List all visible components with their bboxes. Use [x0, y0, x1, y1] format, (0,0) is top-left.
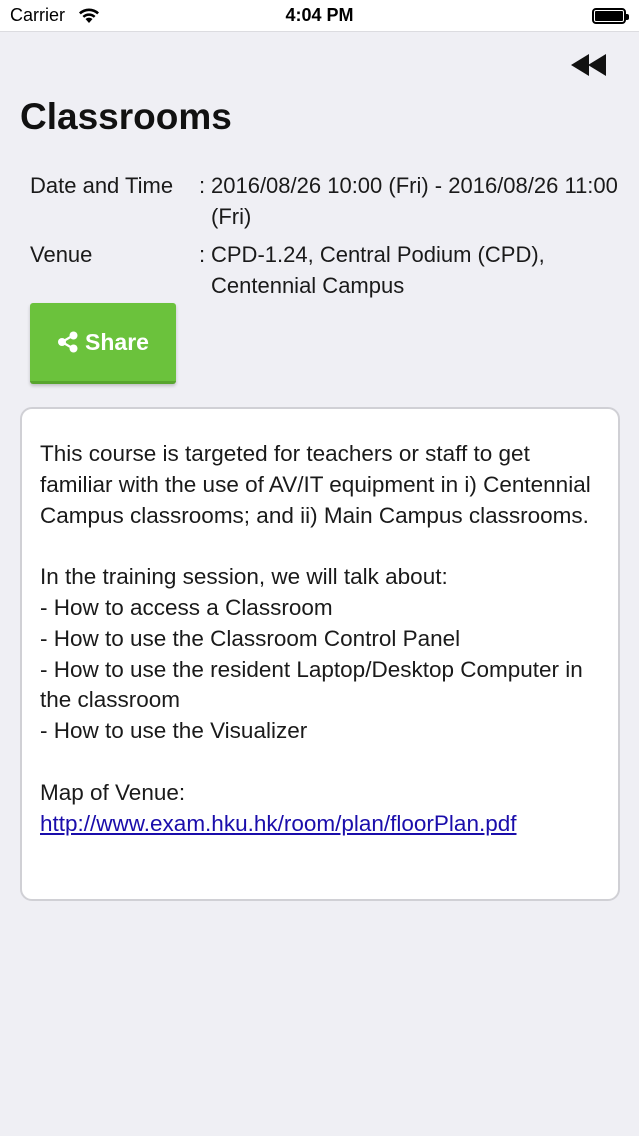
list-item: - How to access a Classroom [40, 594, 333, 620]
venue-value: CPD-1.24, Central Podium (CPD), Centennial Campus [211, 242, 545, 298]
list-item: - How to use the Classroom Control Panel [40, 625, 461, 651]
map-label: Map of Venue: [40, 779, 186, 805]
rewind-double-arrow-icon[interactable] [568, 50, 610, 80]
list-item: - How to use the resident Laptop/Desktop Computer in the classroom [40, 656, 583, 713]
battery-icon [592, 8, 626, 24]
venue-label: Venue [30, 242, 93, 267]
separator: : [199, 173, 206, 198]
share-icon [57, 331, 79, 353]
map-link[interactable]: http://www.exam.hku.hk/room/plan/floorPlan.pdf [40, 810, 517, 836]
share-button-label: Share [85, 328, 149, 355]
date-time-label: Date and Time [30, 173, 174, 198]
list-item: - How to use the Visualizer [40, 718, 308, 744]
description-intro: This course is targeted for teachers or staff to get familiar with the use of AV/IT equipment in i) Centennial Campus classrooms; and ii) Main Campus classrooms. [40, 441, 591, 528]
separator: : [199, 242, 206, 267]
share-button[interactable] [30, 303, 176, 384]
status-bar [0, 0, 639, 32]
date-time-value: 2016/08/26 10:00 (Fri) - 2016/08/26 11:00 (Fri) [211, 173, 618, 229]
carrier-label: Carrier [10, 5, 66, 25]
venue-row [30, 239, 620, 301]
page-title: Classrooms [20, 96, 232, 137]
clock: 4:04 PM [285, 5, 354, 25]
description-card [20, 407, 620, 901]
event-details [30, 170, 620, 308]
date-time-row [30, 170, 620, 232]
session-heading: In the training session, we will talk about: [40, 564, 448, 590]
